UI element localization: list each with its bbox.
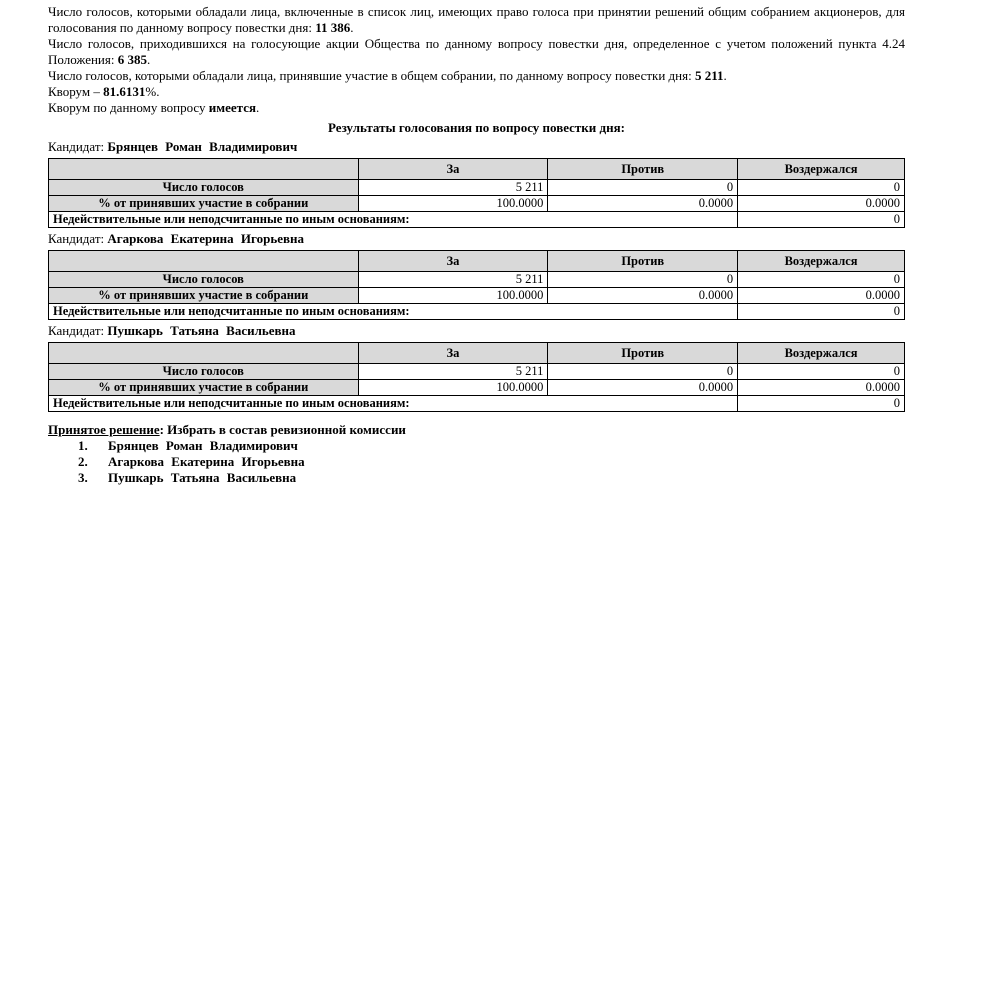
header-against: Против [548, 343, 738, 364]
invalid-cell: 0 [738, 304, 905, 320]
table-row [49, 180, 905, 196]
row-label-percent: % от принявших участие в собрании [49, 380, 359, 396]
quorum-value: 81.6131 [103, 84, 146, 99]
votes-for-cell: 5 211 [358, 180, 548, 196]
candidate-label: Кандидат: [48, 231, 108, 246]
votes-against-cell: 0 [548, 272, 738, 288]
document-page [48, 0, 905, 486]
header-abstain: Воздержался [738, 159, 905, 180]
list-item-name: Агаркова Екатерина Игорьевна [108, 454, 305, 469]
votes-for-cell: 5 211 [358, 364, 548, 380]
row-label-percent: % от принявших участие в собрании [49, 288, 359, 304]
quorum-prefix: Кворум – [48, 84, 104, 99]
header-abstain: Воздержался [738, 251, 905, 272]
row-label-invalid: Недействительные или неподсчитанные по иным основаниям: [49, 396, 738, 412]
row-label-invalid: Недействительные или неподсчитанные по иным основаниям: [49, 212, 738, 228]
quorum-question-value: имеется [208, 100, 257, 115]
list-item-number: 3. [78, 470, 88, 485]
vote-table [48, 158, 905, 228]
candidate-label: Кандидат: [48, 139, 108, 154]
votes-in-list-paragraph: Число голосов, которыми обладали лица, включенные в список лиц, имеющих право голоса при принятии решений общим собранием акционеров, для голосования по данному вопросу повестки дня: 11 386. [48, 4, 905, 35]
table-row [49, 364, 905, 380]
votes-in-list-value: 11 386 [315, 20, 351, 35]
header-for: За [358, 343, 548, 364]
quorum-suffix: %. [145, 84, 160, 99]
list-item-number: 2. [78, 454, 88, 469]
header-empty-cell [49, 159, 359, 180]
header-against: Против [548, 251, 738, 272]
table-header-row [49, 159, 905, 180]
votes-participated-text: Число голосов, которыми обладали лица, принявшие участие в общем собрании, по данному вопросу повестки дня: [48, 68, 695, 83]
pct-for-cell: 100.0000 [358, 380, 548, 396]
candidate-heading [48, 323, 905, 339]
header-against: Против [548, 159, 738, 180]
row-label-votes: Число голосов [49, 364, 359, 380]
decision-line [48, 422, 905, 438]
votes-against-cell: 0 [548, 180, 738, 196]
table-row [49, 304, 905, 320]
table-header-row [49, 251, 905, 272]
results-title: Результаты голосования по вопросу повестки дня: [328, 120, 625, 135]
list-item [48, 454, 905, 470]
pct-abstain-cell: 0.0000 [738, 288, 905, 304]
votes-abstain-cell: 0 [738, 364, 905, 380]
list-item-name: Пушкарь Татьяна Васильевна [108, 470, 297, 485]
row-label-percent: % от принявших участие в собрании [49, 196, 359, 212]
table-row [49, 212, 905, 228]
votes-per-rule-paragraph: Число голосов, приходившихся на голосующие акции Общества по данному вопросу повестки дня, определенное с учетом положений пункта 4.24 Положения: 6 385. [48, 36, 905, 67]
cropped-top-line [48, 0, 905, 4]
table-row [49, 396, 905, 412]
candidate-heading [48, 139, 905, 155]
candidate-name: Пушкарь Татьяна Васильевна [107, 323, 296, 338]
decision-text: : Избрать в состав ревизионной комиссии [159, 422, 406, 437]
pct-abstain-cell: 0.0000 [738, 380, 905, 396]
quorum-question-prefix: Кворум по данному вопросу [48, 100, 209, 115]
votes-for-cell: 5 211 [358, 272, 548, 288]
candidate-name: Агаркова Екатерина Игорьевна [107, 231, 304, 246]
quorum-paragraph [48, 84, 905, 100]
list-item [48, 438, 905, 454]
votes-abstain-cell: 0 [738, 272, 905, 288]
votes-per-rule-value: 6 385 [117, 52, 147, 67]
header-empty-cell [49, 343, 359, 364]
row-label-invalid: Недействительные или неподсчитанные по иным основаниям: [49, 304, 738, 320]
table-row [49, 196, 905, 212]
candidate-heading [48, 231, 905, 247]
decision-label: Принятое решение [48, 422, 160, 437]
votes-abstain-cell: 0 [738, 180, 905, 196]
table-header-row [49, 343, 905, 364]
list-item-number: 1. [78, 438, 88, 453]
table-row [49, 272, 905, 288]
header-empty-cell [49, 251, 359, 272]
votes-in-list-text: Число голосов, которыми обладали лица, включенные в список лиц, имеющих право голоса при принятии решений общим собранием акционеров, для голосования по данному вопросу повестки дня: [48, 4, 905, 35]
vote-table [48, 250, 905, 320]
pct-against-cell: 0.0000 [548, 288, 738, 304]
candidate-name: Брянцев Роман Владимирович [107, 139, 298, 154]
pct-for-cell: 100.0000 [358, 196, 548, 212]
header-for: За [358, 159, 548, 180]
row-label-votes: Число голосов [49, 272, 359, 288]
vote-table [48, 342, 905, 412]
header-for: За [358, 251, 548, 272]
table-row [49, 380, 905, 396]
votes-participated-paragraph: Число голосов, которыми обладали лица, принявшие участие в общем собрании, по данному вопросу повестки дня: 5 211. [48, 68, 727, 83]
candidate-label: Кандидат: [48, 323, 108, 338]
table-row [49, 288, 905, 304]
invalid-cell: 0 [738, 396, 905, 412]
header-abstain: Воздержался [738, 343, 905, 364]
list-item [48, 470, 905, 486]
quorum-question-paragraph: Кворум по данному вопросу имеется. [48, 100, 260, 115]
pct-abstain-cell: 0.0000 [738, 196, 905, 212]
elected-list [48, 438, 905, 486]
invalid-cell: 0 [738, 212, 905, 228]
votes-per-rule-text: Число голосов, приходившихся на голосующие акции Общества по данному вопросу повестки дня, определенное с учетом положений пункта 4.24 Положения: [48, 36, 905, 67]
votes-participated-value: 5 211 [694, 68, 724, 83]
pct-against-cell: 0.0000 [548, 196, 738, 212]
pct-for-cell: 100.0000 [358, 288, 548, 304]
list-item-name: Брянцев Роман Владимирович [108, 438, 298, 453]
votes-against-cell: 0 [548, 364, 738, 380]
pct-against-cell: 0.0000 [548, 380, 738, 396]
row-label-votes: Число голосов [49, 180, 359, 196]
